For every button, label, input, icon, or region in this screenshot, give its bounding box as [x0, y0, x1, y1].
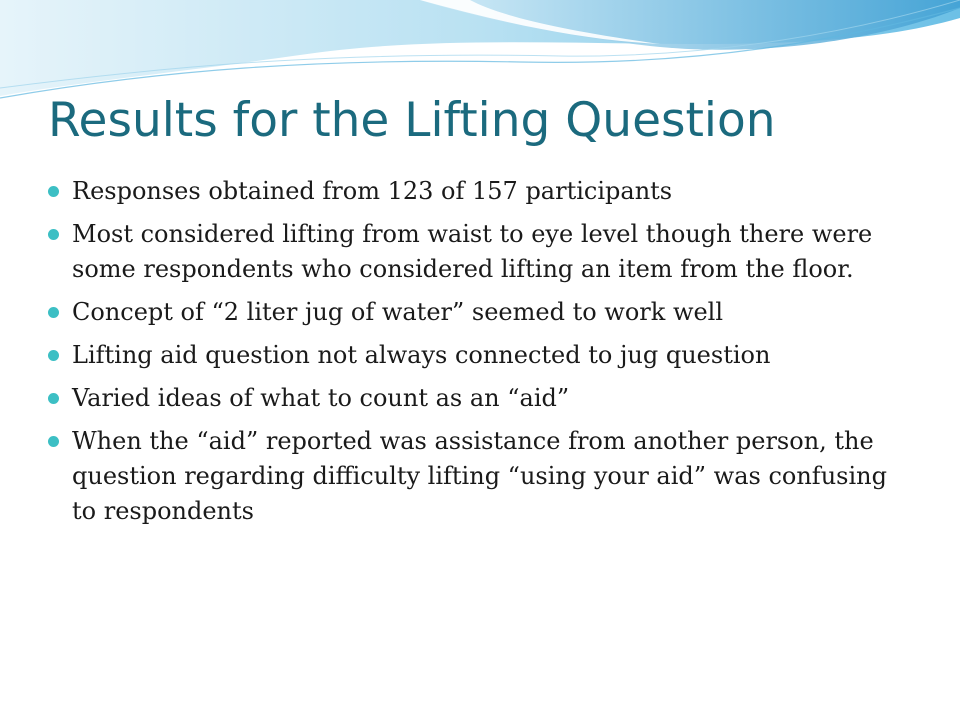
- bullet-text: Responses obtained from 123 of 157 participants: [72, 177, 673, 205]
- bullet-text: When the “aid” reported was assistance from another person, the question regarding difficulty lifting “using your aid” was confusing to respondents: [72, 427, 887, 525]
- bullet-text: Varied ideas of what to count as an “aid”: [72, 384, 570, 412]
- bullet-item: [46, 217, 906, 287]
- slide-title: Results for the Lifting Question: [48, 93, 776, 148]
- bullet-dot-icon: [48, 436, 59, 447]
- bullet-text: Lifting aid question not always connected to jug question: [72, 341, 771, 369]
- bullet-text: Most considered lifting from waist to eye level though there were some respondents who considered lifting an item from the floor.: [72, 220, 873, 283]
- bullet-item: [46, 338, 906, 373]
- bullet-item: [46, 295, 906, 330]
- bullet-dot-icon: [48, 229, 59, 240]
- bullet-item: [46, 174, 906, 209]
- bullet-item: [46, 381, 906, 416]
- bullet-dot-icon: [48, 350, 59, 361]
- bullet-list: [46, 174, 906, 537]
- bullet-item: [46, 424, 906, 529]
- bullet-dot-icon: [48, 307, 59, 318]
- bullet-text: Concept of “2 liter jug of water” seemed to work well: [72, 298, 724, 326]
- bullet-dot-icon: [48, 393, 59, 404]
- bullet-dot-icon: [48, 186, 59, 197]
